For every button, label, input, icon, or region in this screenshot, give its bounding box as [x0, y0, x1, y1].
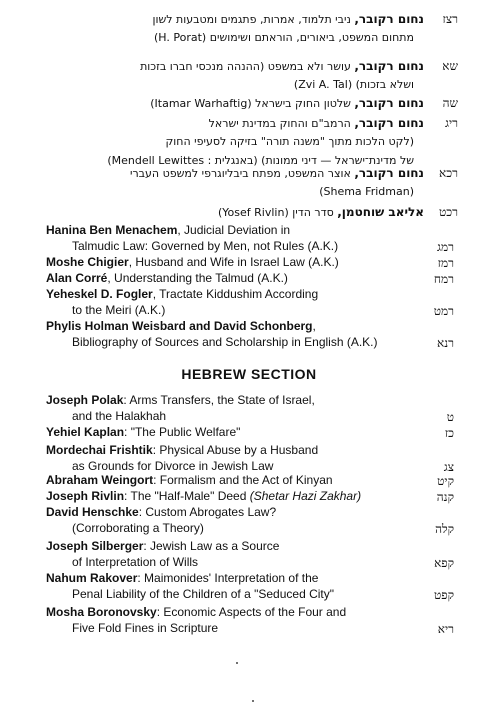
- article-title-continued: Five Fold Fines in Scripture: [72, 621, 219, 635]
- review-line: [34, 96, 424, 111]
- article-entry: [46, 538, 416, 570]
- page-number: רכא: [439, 166, 458, 180]
- review-text: מתחום המשפט, ביאורים, הוראתם ושימושים (H. Porat): [153, 31, 414, 44]
- article-author: Mosha Boronovsky: [46, 605, 157, 619]
- article-author: Abraham Weingort: [46, 473, 154, 487]
- entry-title: , Judicial Deviation in: [177, 223, 291, 237]
- article-title: : Formalism and the Act of Kinyan: [153, 473, 333, 487]
- page-number: ריג: [444, 116, 458, 130]
- review-entry: [46, 318, 416, 350]
- reviewer-name: נחום רקובר,: [354, 166, 424, 180]
- article-author: Joseph Silberger: [46, 539, 144, 553]
- review-text: ושלא בזכות) (Zvi A. Tal): [293, 78, 414, 91]
- section-title: HEBREW SECTION: [181, 366, 317, 382]
- article-title-italic: (Shetar Hazi Zakhar): [249, 489, 362, 503]
- article-title: : Arms Transfers, the State of Israel,: [123, 393, 315, 407]
- article-title: : Custom Abrogates Law?: [138, 505, 277, 519]
- reviewer-name: נחום רקובר,: [354, 96, 424, 110]
- article-author: Nahum Rakover: [46, 571, 138, 585]
- review-line: [34, 116, 424, 131]
- article-title: : "The Public Welfare": [124, 425, 241, 439]
- review-line: [34, 205, 424, 220]
- page-speck: [236, 662, 238, 664]
- article-title-continued: Penal Liability of the Children of a "Seduced City": [72, 587, 335, 601]
- article-entry: [46, 472, 416, 488]
- page-number: קיט: [437, 474, 454, 488]
- reviewer-name: אליאב שוחטמן,: [337, 205, 424, 219]
- reviewer-name: נחום רקובר,: [354, 59, 424, 73]
- page-number: כז: [444, 426, 454, 440]
- entry-title-continued: Talmudic Law: Governed by Men, not Rules (A.K.): [72, 239, 339, 253]
- entry-title: , Husband and Wife in Israel Law (A.K.): [128, 255, 339, 269]
- review-line: [34, 59, 424, 74]
- review-text: ניבי תלמוד, אמרות, פתגמים ומטבעות לשון: [152, 13, 355, 26]
- article-author: Yehiel Kaplan: [46, 425, 125, 439]
- review-text: (לקט הלכות מתוך "משנה תורה" בזיקה לסעיפי החוק: [165, 135, 414, 148]
- article-entry: [46, 392, 416, 424]
- entry-title: ,: [312, 319, 316, 333]
- article-entry: [46, 424, 416, 440]
- article-entry: [46, 488, 416, 504]
- article-title: : The "Half-Male" Deed: [124, 489, 250, 503]
- page-number: ט: [446, 410, 454, 424]
- review-text: הרמב"ם והחוק במדינת ישראל: [208, 117, 355, 130]
- review-text: (Shema Fridman): [319, 185, 414, 198]
- article-author: David Henschke: [46, 505, 139, 519]
- article-author: Joseph Polak: [46, 393, 124, 407]
- page-number: רמט: [433, 304, 454, 318]
- article-entry: [46, 604, 416, 636]
- page-number: קלה: [435, 522, 454, 536]
- page-speck: [252, 700, 254, 702]
- article-title-continued: of Interpretation of Wills: [72, 555, 199, 569]
- review-entry: [46, 222, 416, 254]
- reviewer-name: נחום רקובר,: [354, 12, 424, 26]
- review-text: סדר הדין (Yosef Rivlin): [218, 206, 338, 219]
- entry-title: , Understanding the Talmud (A.K.): [107, 271, 288, 285]
- article-title-continued: (Corroborating a Theory): [72, 521, 204, 535]
- review-entry: [46, 286, 416, 318]
- page-number: קנה: [436, 490, 454, 504]
- reviewer-name: נחום רקובר,: [354, 116, 424, 130]
- article-title: : Economic Aspects of the Four and: [156, 605, 347, 619]
- review-text: שלטון החוק בישראל (Itamar Warhaftig): [150, 97, 355, 110]
- review-text: עושר ולא במשפט (ההנהה מנכסי חברו בזכות: [140, 60, 355, 73]
- page-number: שה: [442, 96, 458, 110]
- review-line: [24, 31, 414, 45]
- page-number: שא: [442, 59, 458, 73]
- article-entry: [46, 442, 416, 474]
- review-line: [24, 78, 414, 92]
- page-number: קפא: [434, 556, 454, 570]
- entry-author: Yeheskel D. Fogler: [46, 287, 153, 301]
- page-number: רמז: [437, 256, 454, 270]
- entry-title: , Tractate Kiddushim According: [152, 287, 319, 301]
- entry-author: Moshe Chigier: [46, 255, 129, 269]
- review-line: [34, 166, 424, 181]
- article-entry: [46, 504, 416, 536]
- article-title: : Jewish Law as a Source: [143, 539, 280, 553]
- review-text: של מדינת־ישראל — דיני ממונות) (באנגלית : Mendell Lewittes): [107, 154, 414, 167]
- entry-title-continued: to the Meiri (A.K.): [72, 303, 166, 317]
- page-number: רמח: [433, 272, 454, 286]
- review-line: [24, 185, 414, 199]
- entry-author: Alan Corré: [46, 271, 108, 285]
- article-title-continued: and the Halakhah: [72, 409, 167, 423]
- entry-title-continued: Bibliography of Sources and Scholarship in English (A.K.): [72, 335, 378, 349]
- page-number: רמג: [437, 240, 454, 254]
- article-entry: [46, 570, 416, 602]
- entry-author: Phylis Holman Weisbard and David Schonberg: [46, 319, 313, 333]
- article-title: : Physical Abuse by a Husband: [152, 443, 319, 457]
- page-number: רנא: [437, 336, 454, 350]
- review-entry: [46, 254, 416, 270]
- page-number: רכט: [438, 205, 458, 219]
- article-title: : Maimonides' Interpretation of the: [137, 571, 319, 585]
- review-line: [34, 12, 424, 27]
- article-title-continued: as Grounds for Divorce in Jewish Law: [72, 459, 274, 473]
- article-author: Joseph Rivlin: [46, 489, 125, 503]
- page-number: קפט: [434, 588, 454, 602]
- entry-author: Hanina Ben Menachem: [46, 223, 178, 237]
- review-entry: [46, 270, 416, 286]
- article-author: Mordechai Frishtik: [46, 443, 153, 457]
- page-number: רצז: [442, 12, 458, 26]
- page-number: ריא: [437, 622, 454, 636]
- review-line: [24, 135, 414, 149]
- page-number: צג: [443, 460, 454, 474]
- review-text: אוצר המשפט, מפתח ביבליוגרפי למשפט העברי: [130, 167, 355, 180]
